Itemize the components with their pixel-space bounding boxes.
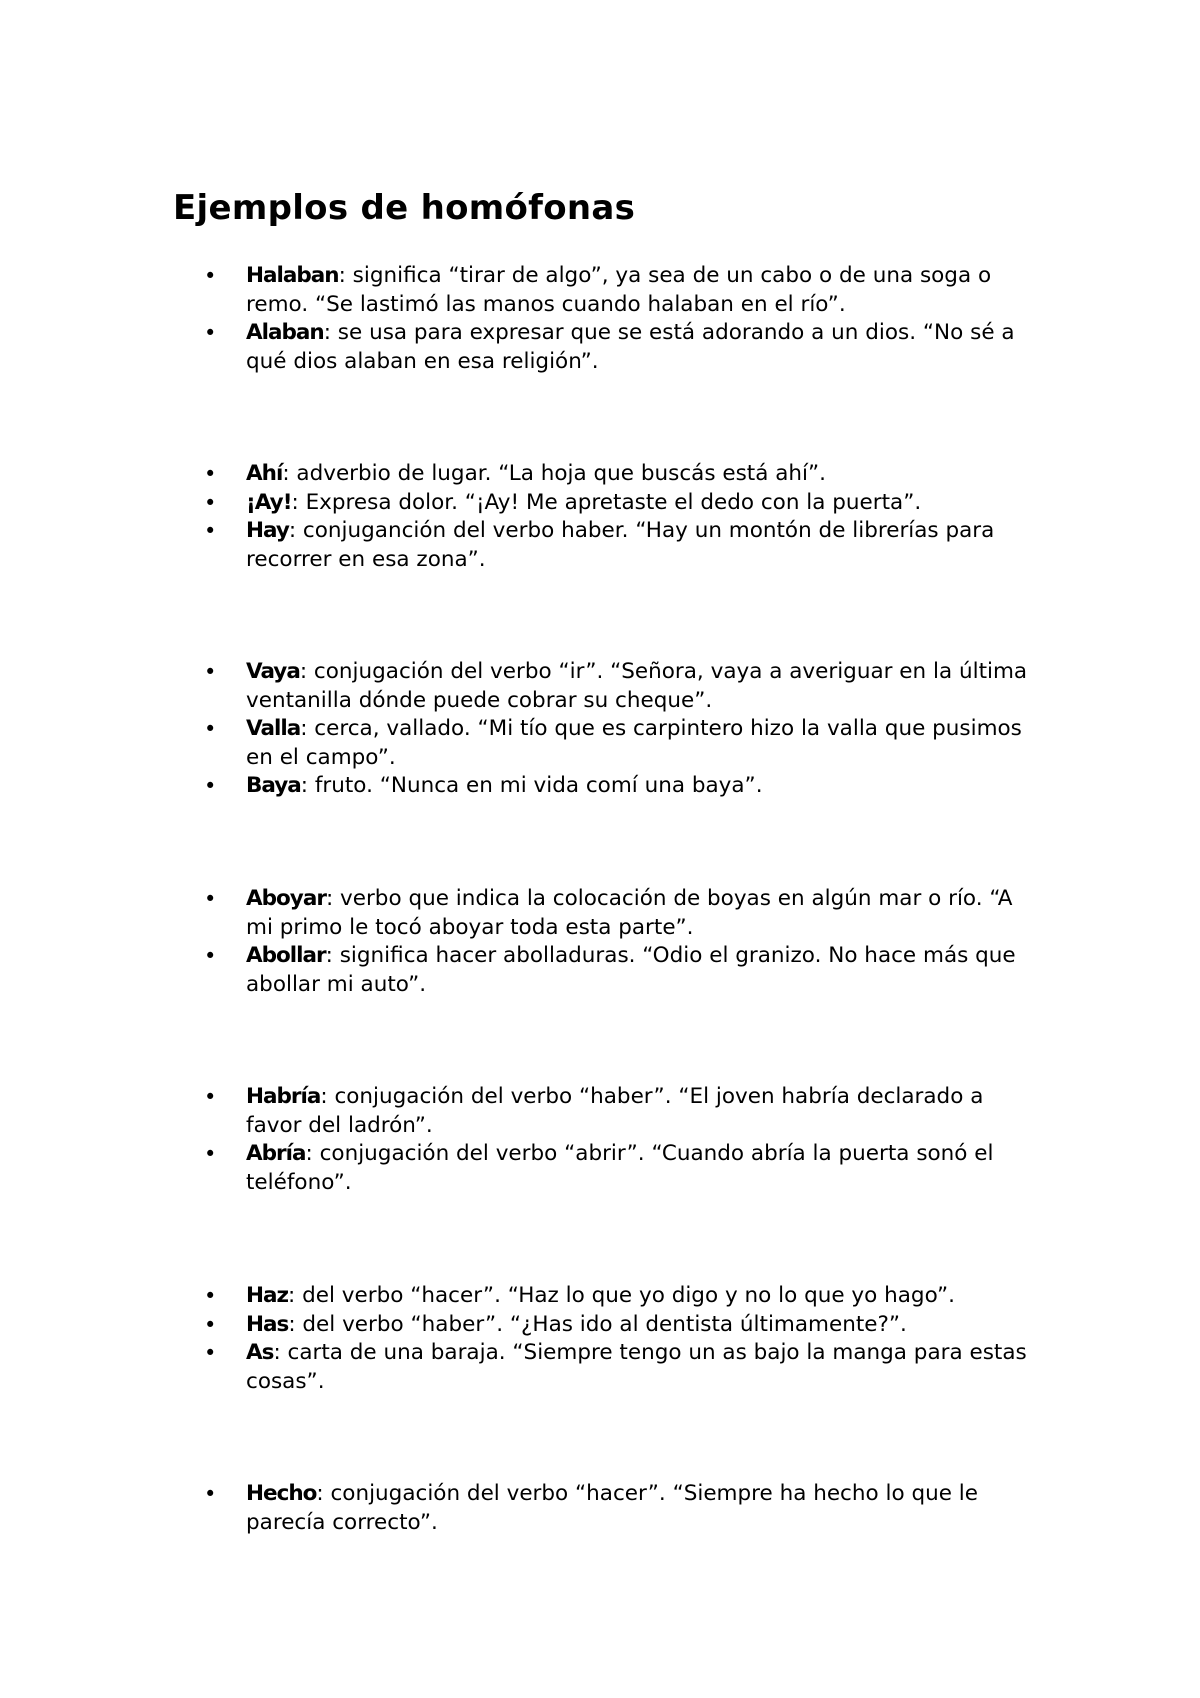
list-item (204, 1480, 1034, 1537)
definition: : del verbo “haber”. “¿Has ido al dentista últimamente?”. (288, 1311, 907, 1337)
term: Ahí (246, 461, 283, 486)
term: Abollar (246, 943, 326, 969)
homophone-group-3 (204, 658, 1034, 801)
bullet-icon: • (204, 462, 217, 486)
list-item (204, 1140, 1034, 1197)
bullet-icon: • (204, 1312, 217, 1337)
term: Hecho (246, 1481, 317, 1506)
definition: : cerca, vallado. “Mi tío que es carpintero hizo la valla que pusimos en el campo”. (246, 716, 1022, 770)
term: Halaban (246, 263, 339, 288)
definition: : conjugación del verbo “haber”. “El joven habría declarado a favor del ladrón”. (246, 1084, 984, 1138)
homophone-group-5 (204, 1083, 1034, 1197)
definition: : Expresa dolor. “¡Ay! Me apretaste el dedo con la puerta”. (291, 489, 922, 515)
bullet-icon: • (204, 1341, 217, 1366)
bullet-icon: • (204, 519, 217, 544)
list-item (204, 885, 1034, 942)
definition: : adverbio de lugar. “La hoja que buscás está ahí”. (282, 461, 826, 486)
bullet-icon: • (204, 1085, 217, 1109)
bullet-icon: • (204, 774, 217, 799)
term: Aboyar (246, 886, 326, 911)
term: Vaya (246, 659, 300, 684)
term: Habría (246, 1084, 321, 1109)
list-item (204, 658, 1034, 715)
definition: : fruto. “Nunca en mi vida comí una baya”. (300, 773, 763, 799)
definition: : significa hacer abolladuras. “Odio el granizo. No hace más que abollar mi auto”. (246, 943, 1016, 997)
list-item (204, 460, 1034, 489)
bullet-icon: • (204, 264, 217, 288)
bullet-icon: • (204, 1142, 217, 1167)
bullet-icon: • (204, 490, 217, 515)
definition: : conjugación del verbo “abrir”. “Cuando abría la puerta sonó el teléfono”. (246, 1141, 994, 1195)
list-item (204, 1083, 1034, 1140)
list-item (204, 1282, 1034, 1311)
list-item (204, 942, 1034, 999)
list-item (204, 489, 1034, 518)
homophone-group-2 (204, 460, 1034, 574)
term: Abría (246, 1141, 306, 1167)
bullet-icon: • (204, 717, 217, 742)
list-item (204, 715, 1034, 772)
term: ¡Ay! (246, 489, 292, 515)
list-item (204, 772, 1034, 801)
definition: : conjugación del verbo “ir”. “Señora, vaya a averiguar en la última ventanilla dónde puede cobrar su cheque”. (246, 659, 1028, 713)
definition: : carta de una baraja. “Siempre tengo un as bajo la manga para estas cosas”. (246, 1340, 1027, 1394)
list-item (204, 1339, 1034, 1396)
definition: : verbo que indica la colocación de boyas en algún mar o río. “A mi primo le tocó aboyar toda esta parte”. (246, 886, 1013, 940)
bullet-icon: • (204, 944, 217, 969)
bullet-icon: • (204, 887, 217, 911)
term: Hay (246, 518, 289, 544)
homophone-group-1 (204, 262, 1034, 376)
list-item (204, 517, 1034, 574)
term: Alaban (246, 320, 324, 346)
definition: : se usa para expresar que se está adorando a un dios. “No sé a qué dios alaban en esa religión”. (246, 320, 1015, 374)
definition: : conjuganción del verbo haber. “Hay un montón de librerías para recorrer en esa zona”. (246, 518, 995, 572)
page-title: Ejemplos de homófonas (173, 188, 636, 228)
bullet-icon: • (204, 660, 217, 684)
definition: : del verbo “hacer”. “Haz lo que yo digo y no lo que yo hago”. (288, 1283, 955, 1308)
term: As (246, 1340, 274, 1366)
term: Has (246, 1311, 289, 1337)
term: Haz (246, 1283, 289, 1308)
homophone-group-7 (204, 1480, 1034, 1537)
homophone-group-4 (204, 885, 1034, 999)
term: Baya (246, 773, 301, 799)
list-item (204, 1311, 1034, 1340)
list-item (204, 262, 1034, 319)
list-item (204, 319, 1034, 376)
homophone-group-6 (204, 1282, 1034, 1396)
bullet-icon: • (204, 321, 217, 346)
definition: : conjugación del verbo “hacer”. “Siempre ha hecho lo que le parecía correcto”. (246, 1481, 978, 1535)
bullet-icon: • (204, 1284, 217, 1308)
definition: : significa “tirar de algo”, ya sea de un cabo o de una soga o remo. “Se lastimó las manos cuando halaban en el río”. (246, 263, 992, 317)
bullet-icon: • (204, 1482, 217, 1506)
term: Valla (246, 716, 301, 742)
